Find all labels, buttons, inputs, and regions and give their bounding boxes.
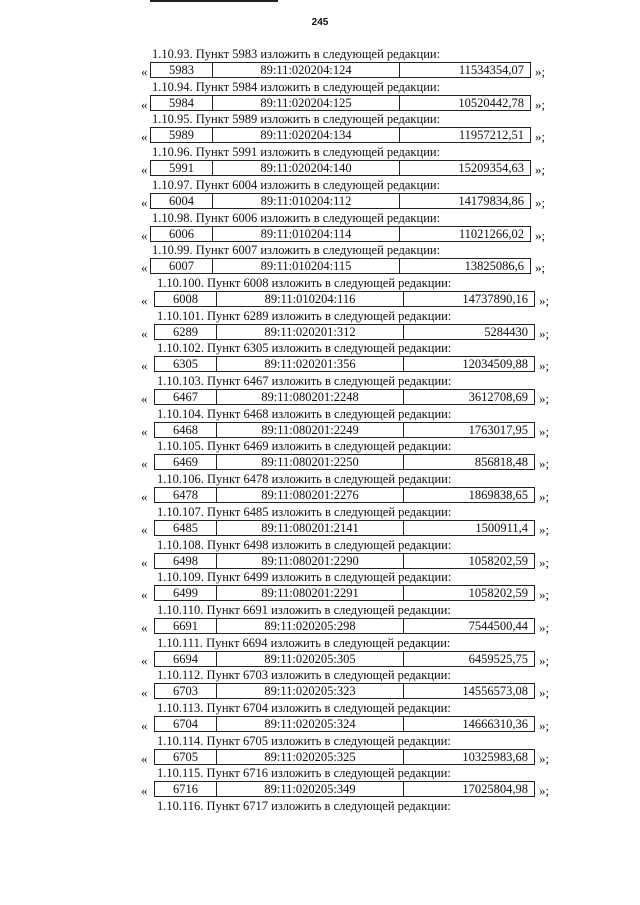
cadastral-number-cell: 89:11:020205:324 [217, 717, 404, 731]
amendment-heading: 1.10.114. Пункт 6705 изложить в следующей редакции: [157, 733, 451, 748]
amendment-heading: 1.10.102. Пункт 6305 изложить в следующей редакции: [157, 341, 452, 356]
amendment-item [0, 734, 640, 767]
table-row [154, 618, 535, 634]
cadastral-value-cell: 13825086,6 [464, 259, 524, 274]
open-quote: « [141, 162, 148, 178]
amendment-heading: 1.10.115. Пункт 6716 изложить в следующей редакции: [157, 766, 451, 781]
amendment-heading: 1.10.97. Пункт 6004 изложить в следующей редакции: [152, 177, 441, 192]
cadastral-number-cell: 89:11:020205:305 [217, 652, 404, 666]
amendment-item [0, 407, 640, 440]
row-number-cell: 6006 [151, 227, 213, 241]
row-number-cell: 6694 [155, 652, 217, 666]
table-row [150, 258, 531, 274]
amendment-item [0, 374, 640, 407]
close-quote: »; [539, 521, 550, 537]
amendment-item [0, 112, 640, 145]
table-row [154, 651, 535, 667]
amendment-heading: 1.10.109. Пункт 6499 изложить в следующей редакции: [157, 570, 452, 585]
cadastral-number-cell: 89:11:080201:2248 [217, 390, 404, 404]
amendment-item [0, 472, 640, 505]
cadastral-value-cell: 6459525,75 [468, 651, 528, 666]
row-number-cell: 6691 [155, 619, 217, 633]
cadastral-number-cell: 89:11:010204:112 [213, 194, 400, 208]
close-quote: »; [535, 96, 546, 112]
open-quote: « [141, 96, 148, 112]
amendment-item [0, 538, 640, 571]
open-quote: « [141, 619, 148, 635]
close-quote: »; [539, 391, 550, 406]
amendment-item [0, 178, 640, 211]
amendment-item [0, 701, 640, 734]
table-row [154, 291, 535, 307]
cadastral-value-cell: 14179834,86 [458, 193, 524, 208]
amendment-heading: 1.10.107. Пункт 6485 изложить в следующей редакции: [157, 504, 452, 519]
close-quote: »; [535, 162, 546, 178]
amendment-heading: 1.10.95. Пункт 5989 изложить в следующей редакции: [152, 112, 441, 127]
cadastral-number-cell: 89:11:080201:2141 [217, 521, 404, 535]
amendment-item [0, 47, 640, 80]
table-row [150, 193, 531, 209]
open-quote: « [141, 783, 148, 799]
cadastral-value-cell: 12034509,88 [462, 357, 528, 372]
cadastral-value-cell: 1058202,59 [468, 586, 528, 601]
table-row [150, 62, 531, 78]
amendment-heading: 1.10.100. Пункт 6008 изложить в следующей редакции: [157, 275, 452, 290]
row-number-cell: 6705 [155, 750, 217, 764]
cadastral-value-cell: 1869838,65 [468, 488, 528, 503]
cadastral-number-cell: 89:11:020204:125 [213, 96, 400, 110]
amendment-item [0, 570, 640, 603]
close-quote: »; [539, 783, 550, 799]
table-row [154, 553, 535, 569]
amendment-item [0, 276, 640, 309]
cadastral-value-cell: 14737890,16 [462, 291, 528, 306]
cadastral-value-cell: 3612708,69 [468, 390, 528, 404]
close-quote: »; [539, 554, 550, 570]
row-number-cell: 6468 [155, 423, 217, 437]
amendment-heading: 1.10.103. Пункт 6467 изложить в следующей редакции: [157, 374, 452, 388]
row-number-cell: 6704 [155, 717, 217, 731]
open-quote: « [141, 521, 148, 537]
cadastral-value-cell: 14556573,08 [462, 684, 528, 699]
row-number-cell: 6289 [155, 325, 217, 339]
cadastral-number-cell: 89:11:020201:356 [217, 357, 404, 371]
open-quote: « [141, 129, 148, 145]
cadastral-value-cell: 5284430 [484, 324, 528, 339]
cadastral-number-cell: 89:11:080201:2250 [217, 455, 404, 469]
row-number-cell: 5991 [151, 161, 213, 175]
open-quote: « [141, 260, 148, 276]
cadastral-number-cell: 89:11:010204:116 [217, 292, 404, 306]
open-quote: « [141, 456, 148, 472]
amendment-item [0, 766, 640, 799]
cadastral-value-cell: 1500911,4 [475, 520, 528, 535]
amendment-item [0, 668, 640, 701]
amendment-item [0, 80, 640, 113]
cadastral-number-cell: 89:11:020205:323 [217, 684, 404, 698]
amendment-heading: 1.10.94. Пункт 5984 изложить в следующей редакции: [152, 79, 441, 94]
close-quote: »; [535, 227, 546, 243]
open-quote: « [141, 194, 148, 210]
cadastral-number-cell: 89:11:020205:325 [217, 750, 404, 764]
table-row [150, 127, 531, 143]
cadastral-value-cell: 1058202,59 [468, 553, 528, 568]
amendment-item [0, 145, 640, 178]
open-quote: « [141, 391, 148, 406]
row-number-cell: 6007 [151, 259, 213, 273]
close-quote: »; [535, 260, 546, 276]
close-quote: »; [539, 292, 550, 308]
cadastral-number-cell: 89:11:020205:298 [217, 619, 404, 633]
amendment-item [0, 309, 640, 342]
open-quote: « [141, 554, 148, 570]
table-row [154, 781, 535, 797]
table-row [154, 422, 535, 438]
cadastral-number-cell: 89:11:080201:2249 [217, 423, 404, 437]
row-number-cell: 6485 [155, 521, 217, 535]
table-row [150, 95, 531, 111]
cadastral-value-cell: 10325983,68 [462, 749, 528, 764]
table-row [154, 356, 535, 372]
close-quote: »; [535, 194, 546, 210]
close-quote: »; [539, 718, 550, 733]
amendment-item [0, 243, 640, 276]
table-row [154, 324, 535, 340]
row-number-cell: 6499 [155, 586, 217, 600]
cadastral-number-cell: 89:11:020205:349 [217, 782, 404, 796]
amendment-heading: 1.10.105. Пункт 6469 изложить в следующей редакции: [157, 439, 452, 454]
table-row [154, 454, 535, 470]
open-quote: « [141, 718, 148, 733]
amendment-item [0, 636, 640, 669]
row-number-cell: 6498 [155, 554, 217, 568]
amendment-heading: 1.10.104. Пункт 6468 изложить в следующей редакции: [157, 406, 452, 421]
amendment-heading: 1.10.106. Пункт 6478 изложить в следующей редакции: [157, 472, 452, 487]
row-number-cell: 5983 [151, 63, 213, 77]
table-row [154, 487, 535, 503]
open-quote: « [141, 227, 148, 243]
cadastral-value-cell: 17025804,98 [462, 782, 528, 797]
amendment-item [0, 341, 640, 374]
cadastral-number-cell: 89:11:010204:114 [213, 227, 400, 241]
cadastral-number-cell: 89:11:080201:2290 [217, 554, 404, 568]
close-quote: »; [535, 64, 546, 79]
cadastral-number-cell: 89:11:010204:115 [213, 259, 400, 273]
close-quote: »; [539, 587, 550, 603]
amendment-heading: 1.10.110. Пункт 6691 изложить в следующей редакции: [157, 602, 451, 617]
row-number-cell: 6469 [155, 455, 217, 469]
row-number-cell: 6305 [155, 357, 217, 371]
row-number-cell: 5989 [151, 128, 213, 142]
amendment-item [0, 603, 640, 636]
cadastral-value-cell: 11957212,51 [458, 128, 524, 143]
cadastral-number-cell: 89:11:020204:140 [213, 161, 400, 175]
close-quote: »; [539, 489, 550, 505]
row-number-cell: 6478 [155, 488, 217, 502]
row-number-cell: 6703 [155, 684, 217, 698]
close-quote: »; [539, 750, 550, 766]
cadastral-value-cell: 11021266,02 [458, 226, 524, 241]
close-quote: »; [539, 325, 550, 341]
close-quote: »; [539, 685, 550, 701]
amendment-heading: 1.10.96. Пункт 5991 изложить в следующей редакции: [152, 145, 441, 160]
close-quote: »; [539, 358, 550, 374]
row-number-cell: 6004 [151, 194, 213, 208]
table-row [154, 716, 535, 732]
open-quote: « [141, 325, 148, 341]
table-row [154, 683, 535, 699]
amendment-item [0, 505, 640, 538]
row-number-cell: 6008 [155, 292, 217, 306]
close-quote: »; [539, 619, 550, 635]
close-quote: »; [539, 423, 550, 439]
close-quote: »; [535, 129, 546, 145]
amendment-heading: 1.10.112. Пункт 6703 изложить в следующей редакции: [157, 668, 451, 683]
cadastral-value-cell: 14666310,36 [462, 717, 528, 731]
cadastral-value-cell: 15209354,63 [458, 161, 524, 176]
cadastral-value-cell: 1763017,95 [468, 422, 528, 437]
close-quote: »; [539, 456, 550, 472]
cadastral-number-cell: 89:11:020201:312 [217, 325, 404, 339]
cadastral-value-cell: 7544500,44 [468, 618, 528, 633]
cadastral-value-cell: 856818,48 [474, 455, 528, 470]
table-row [154, 749, 535, 765]
table-row [154, 389, 535, 405]
amendment-heading: 1.10.101. Пункт 6289 изложить в следующей редакции: [157, 308, 452, 323]
open-quote: « [141, 358, 148, 374]
amendment-heading: 1.10.111. Пункт 6694 изложить в следующей редакции: [157, 635, 451, 650]
cadastral-number-cell: 89:11:080201:2291 [217, 586, 404, 600]
table-row [150, 226, 531, 242]
row-number-cell: 6467 [155, 390, 217, 404]
open-quote: « [141, 64, 148, 79]
top-rule [150, 0, 278, 2]
amendment-item [0, 439, 640, 472]
row-number-cell: 5984 [151, 96, 213, 110]
table-row [154, 585, 535, 601]
page-number: 245 [311, 17, 329, 28]
amendment-item [0, 211, 640, 244]
amendment-heading: 1.10.113. Пункт 6704 изложить в следующей редакции: [157, 701, 451, 715]
amendment-heading: 1.10.108. Пункт 6498 изложить в следующей редакции: [157, 537, 452, 552]
last-amendment-heading: 1.10.116. Пункт 6717 изложить в следующей редакции: [157, 799, 451, 814]
cadastral-number-cell: 89:11:080201:2276 [217, 488, 404, 502]
row-number-cell: 6716 [155, 782, 217, 796]
cadastral-value-cell: 10520442,78 [458, 95, 524, 110]
close-quote: »; [539, 652, 550, 668]
amendment-heading: 1.10.93. Пункт 5983 изложить в следующей редакции: [152, 47, 441, 61]
table-row [154, 520, 535, 536]
amendment-heading: 1.10.99. Пункт 6007 изложить в следующей редакции: [152, 243, 441, 258]
open-quote: « [141, 489, 148, 505]
open-quote: « [141, 652, 148, 668]
open-quote: « [141, 750, 148, 766]
cadastral-number-cell: 89:11:020204:134 [213, 128, 400, 142]
open-quote: « [141, 423, 148, 439]
amendment-heading: 1.10.98. Пункт 6006 изложить в следующей редакции: [152, 210, 441, 225]
cadastral-value-cell: 11534354,07 [458, 63, 524, 77]
open-quote: « [141, 685, 148, 701]
table-row [150, 160, 531, 176]
open-quote: « [141, 292, 148, 308]
open-quote: « [141, 587, 148, 603]
cadastral-number-cell: 89:11:020204:124 [213, 63, 400, 77]
